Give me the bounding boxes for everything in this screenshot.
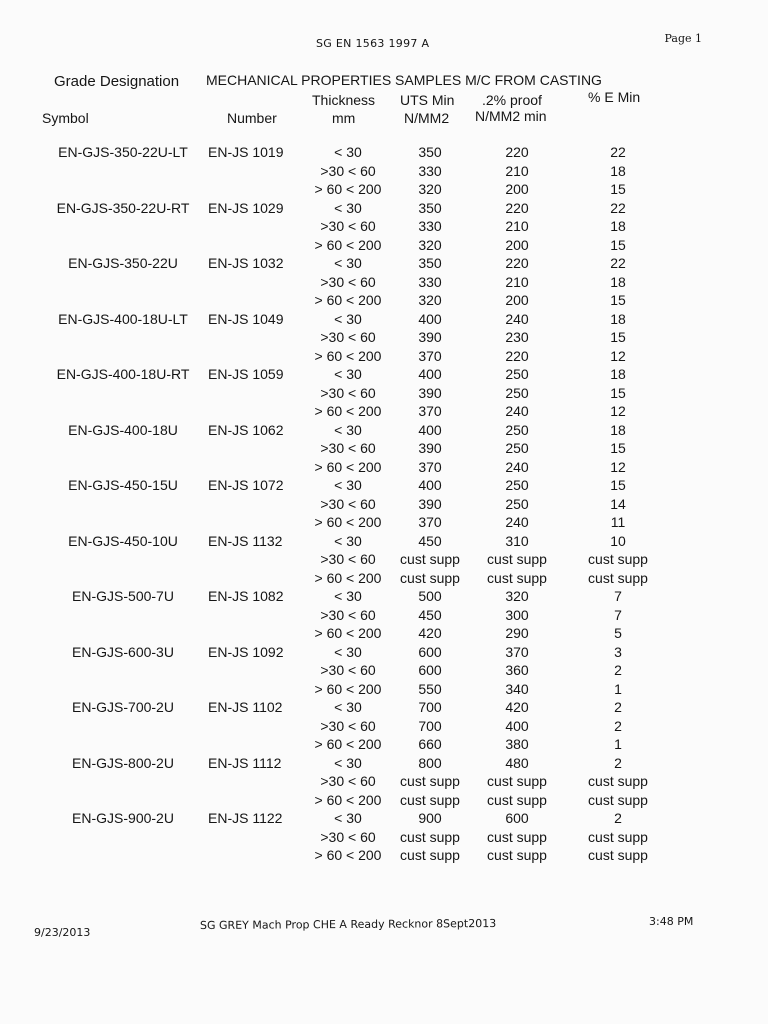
symbol-cell: EN-GJS-400-18U (68, 421, 178, 438)
proof-cell: 220 (505, 199, 529, 216)
elongation-cell: 10 (610, 532, 626, 549)
uts-cell: 600 (418, 662, 442, 678)
proof-cell: 210 (505, 162, 529, 179)
proof-cell: 300 (505, 606, 529, 623)
thickness-cell: < 30 (334, 588, 362, 604)
uts-cell: 660 (418, 736, 442, 752)
thickness-cell: >30 < 60 (320, 329, 376, 345)
number-cell: EN-JS 1059 (208, 366, 284, 382)
uts-cell: 900 (418, 810, 442, 826)
thickness-cell: < 30 (334, 810, 362, 826)
thickness-cell: >30 < 60 (320, 551, 376, 567)
table-row (0, 792, 768, 811)
number-cell: EN-JS 1072 (208, 477, 284, 493)
number-cell: EN-JS 1029 (208, 199, 284, 216)
thickness-cell: > 60 < 200 (314, 347, 382, 364)
number-cell: EN-JS 1019 (208, 144, 284, 160)
elongation-cell: 15 (610, 236, 626, 253)
thickness-cell: >30 < 60 (320, 828, 376, 845)
elongation-cell: 18 (610, 366, 626, 382)
proof-cell: 220 (505, 255, 529, 271)
table-row (0, 292, 768, 311)
thickness-cell: > 60 < 200 (314, 680, 382, 697)
thickness-cell: >30 < 60 (320, 606, 376, 623)
uts-cell: 450 (418, 606, 442, 623)
proof-cell: cust supp (487, 791, 547, 808)
elongation-cell: 2 (614, 662, 622, 678)
table-row (0, 274, 768, 293)
elongation-cell: 15 (610, 440, 626, 456)
elongation-cell: cust supp (588, 773, 648, 789)
table-row (0, 311, 768, 330)
proof-cell: 250 (505, 495, 529, 512)
elongation-cell: 7 (614, 606, 622, 623)
proof-cell: 250 (505, 366, 529, 382)
elongation-cell: 2 (614, 699, 622, 715)
table-row (0, 625, 768, 644)
thickness-cell: >30 < 60 (320, 384, 376, 401)
thickness-cell: > 60 < 200 (314, 236, 382, 253)
uts-cell: 550 (418, 680, 442, 697)
uts-cell: 330 (418, 218, 442, 234)
uts-cell: cust supp (400, 847, 460, 863)
col-uts: UTS Min (400, 92, 455, 108)
proof-cell: cust supp (487, 551, 547, 567)
elongation-cell: 18 (610, 273, 626, 290)
proof-cell: 210 (505, 218, 529, 234)
thickness-cell: < 30 (334, 477, 362, 493)
table-row (0, 144, 768, 163)
proof-cell: 240 (505, 458, 529, 475)
uts-cell: 370 (418, 347, 442, 364)
proof-cell: 250 (505, 384, 529, 401)
proof-cell: 220 (505, 347, 529, 364)
uts-cell: 370 (418, 514, 442, 530)
elongation-cell: 1 (614, 736, 622, 752)
elongation-cell: 12 (610, 458, 626, 475)
proof-cell: 210 (505, 273, 529, 290)
elongation-cell: 15 (610, 292, 626, 308)
col-thickness: Thickness (312, 92, 376, 108)
table-row (0, 588, 768, 607)
table-body (0, 144, 768, 866)
col-mechanical-properties: MECHANICAL PROPERTIES SAMPLES M/C FROM CASTING (206, 72, 602, 88)
thickness-cell: > 60 < 200 (314, 403, 382, 419)
table-row (0, 829, 768, 848)
table-row (0, 181, 768, 200)
table-row (0, 366, 768, 385)
thickness-cell: >30 < 60 (320, 440, 376, 456)
footer-date: 9/23/2013 (34, 926, 91, 939)
thickness-cell: >30 < 60 (320, 773, 376, 789)
table-row (0, 496, 768, 515)
symbol-cell: EN-GJS-350-22U-LT (58, 144, 188, 160)
proof-cell: 380 (505, 736, 529, 752)
proof-cell: 200 (505, 181, 529, 197)
proof-cell: 200 (505, 292, 529, 308)
table-row (0, 773, 768, 792)
proof-cell: 240 (505, 310, 529, 327)
elongation-cell: 15 (610, 384, 626, 401)
symbol-cell: EN-GJS-350-22U (68, 255, 178, 271)
table-row (0, 348, 768, 367)
table-row (0, 718, 768, 737)
elongation-cell: 5 (614, 625, 622, 641)
uts-cell: 390 (418, 384, 442, 401)
table-row (0, 607, 768, 626)
uts-cell: 390 (418, 329, 442, 345)
table-row (0, 681, 768, 700)
elongation-cell: 22 (610, 255, 626, 271)
symbol-cell: EN-GJS-450-15U (68, 477, 178, 493)
uts-cell: 420 (418, 625, 442, 641)
proof-cell: 250 (505, 440, 529, 456)
thickness-cell: > 60 < 200 (314, 292, 382, 308)
footer-filename: SG GREY Mach Prop CHE A Ready Recknor 8Sept2013 (199, 916, 497, 933)
symbol-cell: EN-GJS-900-2U (72, 810, 174, 826)
table-row (0, 477, 768, 496)
proof-cell: 290 (505, 625, 529, 641)
col-symbol: Symbol (42, 110, 89, 126)
table-row (0, 385, 768, 404)
proof-cell: 240 (505, 403, 529, 419)
proof-cell: 320 (505, 588, 529, 604)
thickness-cell: > 60 < 200 (314, 736, 382, 752)
footer-time: 3:48 PM (649, 915, 694, 928)
thickness-cell: < 30 (334, 643, 362, 660)
thickness-cell: < 30 (334, 255, 362, 271)
col-number: Number (227, 110, 277, 126)
table-row (0, 699, 768, 718)
proof-cell: 420 (505, 699, 529, 715)
proof-cell: 240 (505, 514, 529, 530)
table-row (0, 163, 768, 182)
thickness-cell: > 60 < 200 (314, 514, 382, 530)
table-row (0, 200, 768, 219)
col-thickness-unit: mm (332, 110, 356, 126)
number-cell: EN-JS 1082 (208, 588, 284, 604)
elongation-cell: 14 (610, 495, 626, 512)
uts-cell: 800 (418, 754, 442, 771)
table-row (0, 736, 768, 755)
thickness-cell: >30 < 60 (320, 717, 376, 734)
uts-cell: cust supp (400, 773, 460, 789)
elongation-cell: cust supp (588, 551, 648, 567)
proof-cell: 200 (505, 236, 529, 253)
proof-cell: cust supp (487, 828, 547, 845)
thickness-cell: < 30 (334, 421, 362, 438)
number-cell: EN-JS 1102 (208, 699, 283, 715)
col-grade-designation: Grade Designation (54, 73, 180, 90)
proof-cell: 370 (505, 643, 529, 660)
symbol-cell: EN-GJS-600-3U (72, 643, 174, 660)
col-proof: .2% proof (482, 92, 542, 108)
number-cell: EN-JS 1032 (208, 255, 284, 271)
table-row (0, 440, 768, 459)
uts-cell: 400 (418, 421, 442, 438)
uts-cell: 370 (418, 458, 442, 475)
elongation-cell: 15 (610, 477, 626, 493)
thickness-cell: < 30 (334, 199, 362, 216)
table-row (0, 403, 768, 422)
uts-cell: cust supp (400, 791, 460, 808)
number-cell: EN-JS 1049 (208, 310, 284, 327)
uts-cell: 390 (418, 440, 442, 456)
thickness-cell: >30 < 60 (320, 273, 376, 290)
thickness-cell: >30 < 60 (320, 218, 376, 234)
thickness-cell: > 60 < 200 (314, 458, 382, 475)
table-row (0, 644, 768, 663)
elongation-cell: 1 (614, 680, 622, 697)
proof-cell: 360 (505, 662, 529, 678)
table-row (0, 237, 768, 256)
elongation-cell: cust supp (588, 828, 648, 845)
page-number: Page 1 (664, 32, 702, 45)
elongation-cell: 12 (610, 403, 626, 419)
thickness-cell: > 60 < 200 (314, 625, 382, 641)
uts-cell: 600 (418, 643, 442, 660)
proof-cell: 400 (505, 717, 529, 734)
thickness-cell: >30 < 60 (320, 162, 376, 179)
symbol-cell: EN-GJS-400-18U-RT (56, 366, 190, 382)
elongation-cell: 18 (610, 310, 626, 327)
proof-cell: 340 (505, 680, 529, 697)
col-proof-unit: N/MM2 min (475, 108, 547, 124)
uts-cell: 700 (418, 717, 442, 734)
uts-cell: cust supp (400, 569, 460, 586)
elongation-cell: 18 (610, 218, 626, 234)
elongation-cell: 11 (610, 514, 626, 530)
table-row (0, 570, 768, 589)
uts-cell: 320 (418, 292, 442, 308)
uts-cell: 400 (418, 310, 442, 327)
symbol-cell: EN-GJS-350-22U-RT (56, 199, 190, 216)
table-row (0, 422, 768, 441)
symbol-cell: EN-GJS-700-2U (72, 699, 174, 715)
number-cell: EN-JS 1092 (208, 643, 284, 660)
thickness-cell: > 60 < 200 (314, 791, 382, 808)
proof-cell: 250 (505, 477, 529, 493)
uts-cell: 450 (418, 532, 442, 549)
thickness-cell: < 30 (334, 366, 362, 382)
uts-cell: 350 (418, 199, 442, 216)
proof-cell: cust supp (487, 847, 547, 863)
uts-cell: 330 (418, 273, 442, 290)
proof-cell: cust supp (487, 569, 547, 586)
symbol-cell: EN-GJS-450-10U (68, 532, 178, 549)
table-row (0, 218, 768, 237)
uts-cell: 320 (418, 236, 442, 253)
proof-cell: 220 (505, 144, 529, 160)
uts-cell: 390 (418, 495, 442, 512)
elongation-cell: 7 (614, 588, 622, 604)
number-cell: EN-JS 1132 (208, 532, 283, 549)
uts-cell: cust supp (400, 551, 460, 567)
elongation-cell: 15 (610, 329, 626, 345)
elongation-cell: 2 (614, 754, 622, 771)
proof-cell: cust supp (487, 773, 547, 789)
thickness-cell: > 60 < 200 (314, 181, 382, 197)
elongation-cell: cust supp (588, 791, 648, 808)
elongation-cell: 3 (614, 643, 622, 660)
elongation-cell: 2 (614, 810, 622, 826)
thickness-cell: >30 < 60 (320, 495, 376, 512)
proof-cell: 250 (505, 421, 529, 438)
number-cell: EN-JS 1062 (208, 421, 284, 438)
proof-cell: 230 (505, 329, 529, 345)
elongation-cell: cust supp (588, 847, 648, 863)
thickness-cell: > 60 < 200 (314, 847, 382, 863)
table-row (0, 329, 768, 348)
symbol-cell: EN-GJS-800-2U (72, 754, 174, 771)
uts-cell: 320 (418, 181, 442, 197)
uts-cell: 350 (418, 255, 442, 271)
table-row (0, 551, 768, 570)
header-title: SG EN 1563 1997 A (316, 37, 430, 50)
thickness-cell: > 60 < 200 (314, 569, 382, 586)
elongation-cell: 22 (610, 199, 626, 216)
uts-cell: 350 (418, 144, 442, 160)
elongation-cell: 2 (614, 717, 622, 734)
thickness-cell: < 30 (334, 754, 362, 771)
elongation-cell: 18 (610, 162, 626, 179)
uts-cell: 700 (418, 699, 442, 715)
proof-cell: 310 (505, 532, 529, 549)
table-row (0, 847, 768, 866)
uts-cell: 400 (418, 477, 442, 493)
thickness-cell: < 30 (334, 699, 362, 715)
uts-cell: cust supp (400, 828, 460, 845)
thickness-cell: >30 < 60 (320, 662, 376, 678)
table-row (0, 662, 768, 681)
elongation-cell: cust supp (588, 569, 648, 586)
table-row (0, 459, 768, 478)
thickness-cell: < 30 (334, 144, 362, 160)
table-row (0, 255, 768, 274)
table-row (0, 755, 768, 774)
table-row (0, 810, 768, 829)
uts-cell: 500 (418, 588, 442, 604)
uts-cell: 400 (418, 366, 442, 382)
number-cell: EN-JS 1112 (208, 754, 282, 771)
symbol-cell: EN-GJS-400-18U-LT (58, 310, 188, 327)
symbol-cell: EN-GJS-500-7U (72, 588, 174, 604)
elongation-cell: 18 (610, 421, 626, 438)
col-elong: % E Min (588, 89, 641, 105)
number-cell: EN-JS 1122 (208, 810, 283, 826)
elongation-cell: 15 (610, 181, 626, 197)
col-uts-unit: N/MM2 (404, 110, 450, 126)
table-row (0, 533, 768, 552)
proof-cell: 600 (505, 810, 529, 826)
uts-cell: 330 (418, 162, 442, 179)
elongation-cell: 12 (610, 347, 626, 364)
table-row (0, 514, 768, 533)
uts-cell: 370 (418, 403, 442, 419)
thickness-cell: < 30 (334, 532, 362, 549)
proof-cell: 480 (505, 754, 529, 771)
elongation-cell: 22 (610, 144, 626, 160)
thickness-cell: < 30 (334, 310, 362, 327)
